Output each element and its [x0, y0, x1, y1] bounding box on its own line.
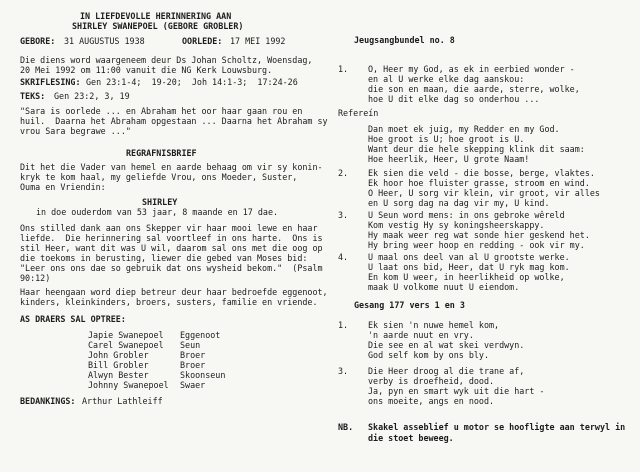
text-label: TEKS: — [20, 91, 46, 101]
gesang-verse-1-line-2: 'n aarde nuut en vry. — [368, 330, 474, 340]
text-value: Gen 23:2, 3, 19 — [54, 91, 130, 101]
quote-line-2: huil. Daarna het Abraham opgestaan ... Daarna het Abraham sy — [20, 116, 328, 126]
died-label: OORLEDE: — [182, 36, 223, 46]
quote-line-1: "Sara is oorlede ... en Abraham het oor haar gaan rou en — [20, 106, 303, 116]
body-line-6: 90:12) — [20, 273, 51, 283]
verse-2-line-4: en U sorg dag na dag vir my, U kind. — [368, 198, 550, 208]
verse-4-line-2: U laat ons bid, Heer, dat U ryk mag kom. — [368, 262, 570, 272]
service-line-1: Die diens word waargeneem deur Ds Johan Scholtz, Woensdag, — [20, 55, 313, 65]
refrain-label: Refereín — [338, 108, 379, 118]
hymn2-title: Gesang 177 vers 1 en 3 — [354, 300, 465, 310]
gesang-verse-3-line-2: verby is droefheid, dood. — [368, 376, 495, 386]
nb-line-2: die stoet beweeg. — [368, 433, 454, 443]
body-line-4: die toekoms in berusting, liewer die gebed van Moses bid: — [20, 253, 308, 263]
heading-line-1: IN LIEFDEVOLLE HERINNERING AAN — [80, 11, 232, 21]
bearer-role: Swaer — [180, 380, 206, 390]
brief-intro-1: Dit het die Vader van hemel en aarde behaag om vir sy konin- — [20, 162, 323, 172]
quote-line-3: vrou Sara begrawe ..." — [20, 126, 131, 136]
bearer-role: Broer — [180, 360, 206, 370]
verse-1-line-3: die son en maan, die aarde, sterre, wolke, — [368, 84, 580, 94]
verse-2-number: 2. — [338, 168, 349, 178]
refrain-line-1: Dan moet ek juig, my Redder en my God. — [368, 124, 560, 134]
bearer-role: Skoonseun — [180, 370, 226, 380]
hymn1-title: Jeugsangbundel no. 8 — [354, 35, 455, 45]
thanks-line-1: Haar heengaan word diep betreur deur haar bedroefde eggenoot, — [20, 287, 328, 297]
verse-3-line-4: Hy bring weer hoop en redding - ook vir my. — [368, 240, 585, 250]
gesang-verse-3-number: 3. — [338, 366, 349, 376]
brief-intro-2: kryk te kom haal, my geliefde Vrou, ons Moeder, Suster, — [20, 172, 298, 182]
verse-4-line-4: maak U volkome nuut U eiendom. — [368, 282, 520, 292]
gesang-verse-3-line-1: Die Heer droog al die trane af, — [368, 366, 525, 376]
bearer-name: Carel Swanepoel — [88, 340, 164, 350]
gesang-verse-1-line-3: Die see en al wat skei verdwyn. — [368, 340, 525, 350]
thanks-name: Arthur Lathleiff — [82, 396, 163, 406]
brief-intro-3: Ouma en Vriendin: — [20, 182, 106, 192]
verse-2-line-2: Ek hoor hoe fluister grasse, stroom en wind. — [368, 178, 590, 188]
verse-2-line-3: O Heer, U sorg vir klein, vir groot, vir alles — [368, 188, 600, 198]
body-line-3: stil Heer, want dit was U wil, daarom sal ons met die oog op — [20, 243, 323, 253]
thanks-label: BEDANKINGS: — [20, 396, 76, 406]
bearer-name: John Grobler — [88, 350, 149, 360]
verse-2-line-1: Ek sien die veld - die bosse, berge, vlaktes. — [368, 168, 595, 178]
verse-3-line-3: Hy maak weer reg wat sonde hier geskend het. — [368, 230, 590, 240]
verse-1-line-4: hoe U dit elke dag so onderhou ... — [368, 94, 540, 104]
gesang-verse-1-number: 1. — [338, 320, 349, 330]
heading-line-2: SHIRLEY SWANEPOEL (GEBORE GROBLER) — [72, 21, 244, 31]
verse-4-number: 4. — [338, 252, 349, 262]
bearer-name: Japie Swanepoel — [88, 330, 164, 340]
gesang-verse-3-line-4: ons moeite, angs en nood. — [368, 396, 495, 406]
bearer-name: Johnny Swanepoel — [88, 380, 169, 390]
verse-4-line-3: En kom U weer, in heerlikheid op wolke, — [368, 272, 565, 282]
body-line-5: "Leer ons ons dae so gebruik dat ons wysheid bekom." (Psalm — [20, 263, 323, 273]
nb-line-1: Skakel asseblief u motor se hoofligte aan terwyl in — [368, 422, 626, 432]
bearer-role: Broer — [180, 350, 206, 360]
gesang-verse-1-line-1: Ek sien 'n nuwe hemel kom, — [368, 320, 500, 330]
verse-1-line-1: O, Heer my God, as ek in eerbied wonder - — [368, 64, 575, 74]
nb-label: NB. — [338, 422, 354, 432]
died-date: 17 MEI 1992 — [230, 36, 286, 46]
verse-4-line-1: U maal ons deel van al U grootste werke. — [368, 252, 570, 262]
bearers-title: AS DRAERS SAL OPTREE: — [20, 314, 126, 324]
reading-text: Gen 23:1-4; 19-20; Joh 14:1-3; 17:24-26 — [86, 77, 298, 87]
reading-label: SKRIFLESING: — [20, 77, 81, 87]
verse-1-line-2: en al U werke elke dag aanskou: — [368, 74, 525, 84]
service-line-2: 20 Mei 1992 om 11:00 vanuit die NG Kerk Louwsburg. — [20, 65, 273, 75]
thanks-line-2: kinders, kleinkinders, broers, susters, familie en vriende. — [20, 297, 318, 307]
verse-3-number: 3. — [338, 210, 349, 220]
born-date: 31 AUGUSTUS 1938 — [64, 36, 145, 46]
born-label: GEBORE: — [20, 36, 56, 46]
verse-1-number: 1. — [338, 64, 349, 74]
refrain-line-3: Want deur die hele skepping klink dit saam: — [368, 144, 585, 154]
refrain-line-2: Hoe groot is U; hoe groot is U. — [368, 134, 525, 144]
age-line: in doe ouderdom van 53 jaar, 8 maande en 17 dae. — [36, 207, 279, 217]
brief-title: REGRAFNISBRIEF — [126, 148, 197, 158]
verse-3-line-1: U Seun word mens: in ons gebroke wêreld — [368, 210, 565, 220]
bearer-name: Alwyn Bester — [88, 370, 149, 380]
gesang-verse-3-line-3: Ja, pyn en smart wyk uit die hart - — [368, 386, 545, 396]
bearer-role: Seun — [180, 340, 201, 350]
refrain-line-4: Hoe heerlik, Heer, U grote Naam! — [368, 154, 530, 164]
body-line-1: Ons stilled dank aan ons Skepper vir haar mooi lewe en haar — [20, 223, 318, 233]
deceased-name: SHIRLEY — [142, 197, 178, 207]
bearer-role: Eggenoot — [180, 330, 221, 340]
body-line-2: liefde. Die herinnering sal voortleef in ons harte. Ons is — [20, 233, 323, 243]
bearer-name: Bill Grobler — [88, 360, 149, 370]
gesang-verse-1-line-4: God self kom by ons bly. — [368, 350, 490, 360]
verse-3-line-2: Kom vestig Hy sy koningsheerskappy. — [368, 220, 545, 230]
